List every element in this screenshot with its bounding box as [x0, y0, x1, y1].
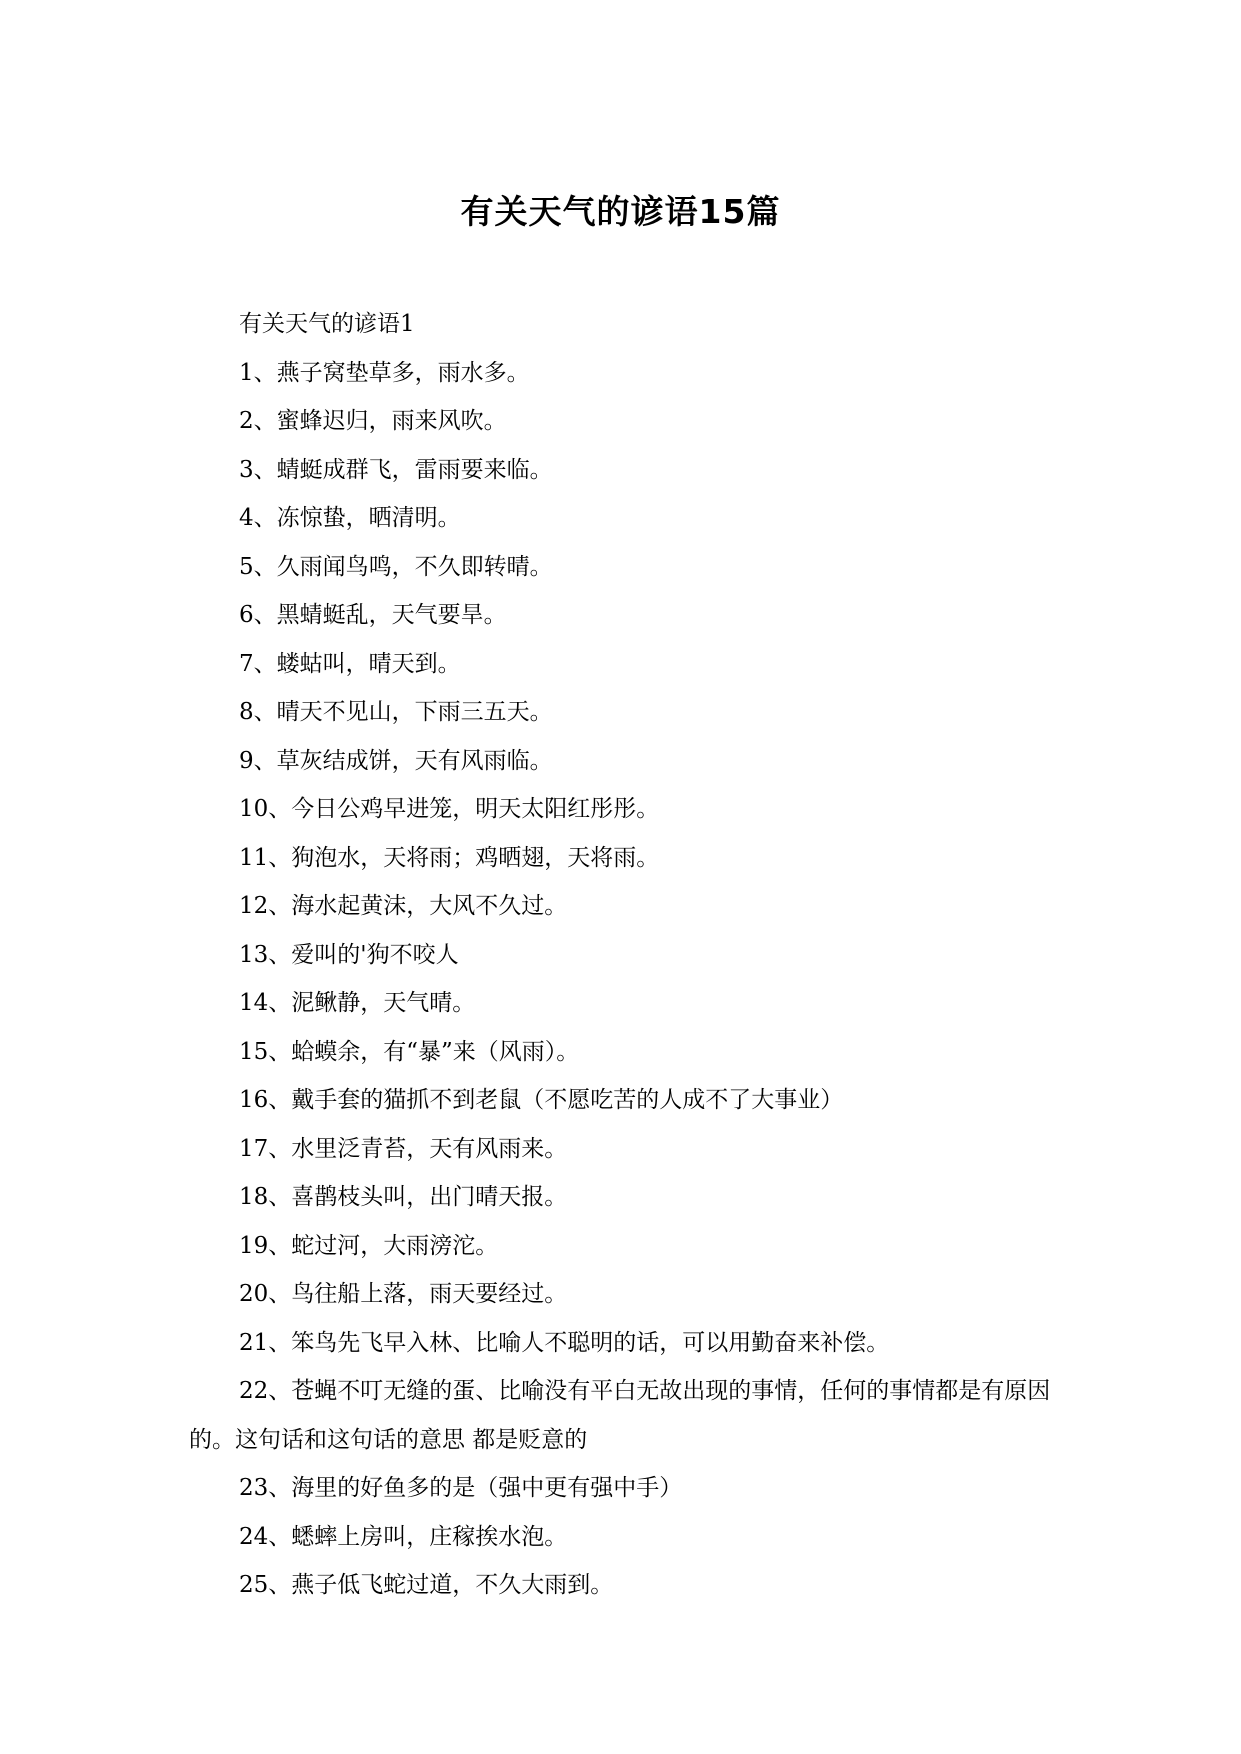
proverb-item: 7、蝼蛄叫，晴天到。 [239, 650, 461, 677]
proverb-item: 16、戴手套的猫抓不到老鼠（不愿吃苦的人成不了大事业） [239, 1087, 844, 1113]
proverb-item: 24、蟋蟀上房叫，庄稼挨水泡。 [239, 1523, 568, 1550]
proverb-item: 8、晴天不见山，下雨三五天。 [239, 699, 553, 725]
document-body [189, 300, 1051, 1610]
proverb-item: 22、苍蝇不叮无缝的蛋、比喻没有平白无故出现的事情，任何的事情都是有原因的。这句话和这句话的意思 都是贬意的 [189, 1378, 1051, 1453]
proverb-item: 23、海里的好鱼多的是（强中更有强中手） [239, 1475, 683, 1501]
proverb-item: 2、蜜蜂迟归，雨来风吹。 [239, 408, 507, 434]
proverb-item: 10、今日公鸡早进笼，明天太阳红彤彤。 [239, 796, 660, 822]
proverb-item: 25、燕子低飞蛇过道，不久大雨到。 [239, 1572, 614, 1598]
proverb-item: 15、蛤蟆余，有“暴”来（风雨）。 [239, 1038, 580, 1065]
proverb-item: 12、海水起黄沫，大风不久过。 [239, 893, 568, 919]
proverb-item: 6、黑蜻蜓乱，天气要旱。 [239, 602, 507, 628]
proverb-item: 11、狗泡水，天将雨；鸡晒翅，天将雨。 [239, 844, 660, 871]
proverb-item: 3、蜻蜓成群飞，雷雨要来临。 [239, 456, 553, 483]
proverb-item: 20、鸟往船上落，雨天要经过。 [239, 1281, 568, 1307]
proverb-item: 18、喜鹊枝头叫，出门晴天报。 [239, 1184, 568, 1210]
proverb-item: 21、笨鸟先飞早入林、比喻人不聪明的话，可以用勤奋来补偿。 [239, 1329, 890, 1356]
proverb-item: 1、燕子窝垫草多，雨水多。 [239, 359, 530, 386]
proverb-item: 14、泥鳅静，天气晴。 [239, 990, 476, 1016]
section-heading: 有关天气的谚语1 [239, 311, 415, 337]
proverb-item: 9、草灰结成饼，天有风雨临。 [239, 747, 553, 774]
proverb-item: 19、蛇过河，大雨滂沱。 [239, 1232, 499, 1259]
proverb-item: 13、爱叫的'狗不咬人 [239, 941, 459, 968]
proverb-item: 4、冻惊蛰，晒清明。 [239, 505, 461, 531]
proverb-item: 5、久雨闻鸟鸣，不久即转晴。 [239, 553, 553, 580]
proverb-item: 17、水里泛青苔，天有风雨来。 [239, 1135, 568, 1162]
document-title: 有关天气的谚语15篇 [460, 192, 781, 231]
